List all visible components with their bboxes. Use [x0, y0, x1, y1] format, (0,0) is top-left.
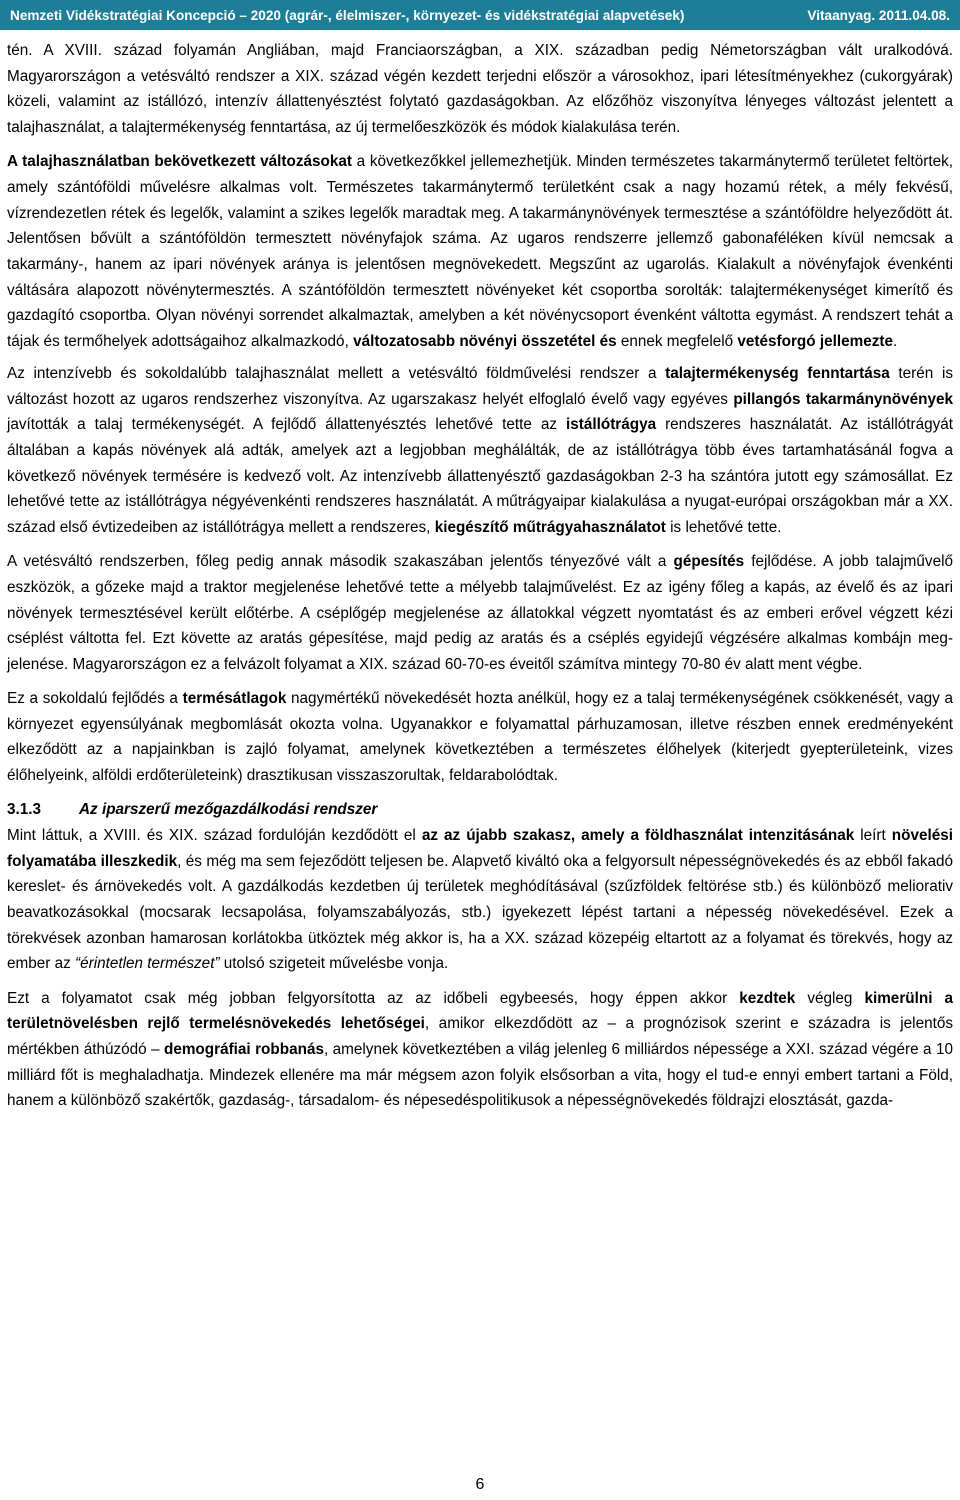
- paragraph-2: A talajhasználatban bekövetkezett változásokat a következőkkel jellemezhetjük. Minden természetes takarmánytermő területet feltörtek, amely szántóföldi művelésre alkalmas volt. Természetes takarmánytermő területként csak a nagy hozamú rétek, a mély fekvésű, vízrendezetlen rétek és legelők, valamint a szikes legelők maradtak meg. A takarmánynövények termesztése a szántóföldre helyeződött át. Jelentősen bővült a szántóföldön termesztett növényfajok száma. Az ugaros rendszerre jellemző gabonaféléken kívül nemcsak a takarmány-, hanem az ipari növények aránya is jelentősen megnövekedett. Megszűnt az ugarolás. Kialakult a növényfajok évenkénti váltására alapozott növénytermesztés. A szántóföldön termesztett növényeket két csoportba sorolták: talajtermékenységet kimerítő és gazdagító csoportba. Olyan növényi sorrendet alkalmaztak, amelyben a két növénycsoport évenként váltotta egymást. A rendszert tehát a tájak és termőhelyek adottságaihoz alkalmazkodó, változatosabb növényi összetétel és ennek megfelelő vetésforgó jellemezte.: [7, 153, 953, 351]
- section-heading: [7, 797, 953, 823]
- paragraph-4: A vetésváltó rendszerben, főleg pedig annak második szakaszában jelentős tényezővé vált a gépesítés fejlődése. A jobb talajművelő eszközök, a gőzeke majd a traktor megjelenése lehetővé tette a mélyebb talajművelést. Ez az igény főleg a kapás, az évelő és az ipari növények termesztésével került előtérbe. A cséplőgép megjelenése az állatokkal végzett nyomtatást és az emberi erővel végzett kézi cséplést váltotta fel. Ezt követte az aratás gépesítése, majd pedig az aratás és a cséplés egyidejű végzésére alkalmas kombájn megjelenése. Magyarországon ez a felvázolt folyamat a XIX. század 60-70-es éveitől számítva mintegy 70-80 év alatt ment végbe.: [7, 553, 953, 673]
- document-header: [0, 0, 960, 30]
- paragraph-5: Ez a sokoldalú fejlődés a termésátlagok nagymértékű növekedését hozta anélkül, hogy ez a talaj termékenységének csökkenését, vagy a környezet egyensúlyának megbomlását okozta volna. Ugyanakkor e folyamattal párhuzamosan, illetve részben ennek eredményeként elkeződött az a napjainkban is zajló folyamat, amelynek következtében a természetes élőhelyek (kiterjedt gyepterületeink, vizes élőhelyeink, alföldi erdőterületeink) drasztikusan visszaszorultak, feldarabolódtak.: [7, 690, 953, 785]
- section-title: Az iparszerű mezőgazdálkodási rendszer: [79, 801, 378, 819]
- document-body: [7, 38, 953, 1122]
- page-number: 6: [475, 1476, 485, 1493]
- header-title: Nemzeti Vidékstratégiai Koncepció – 2020 (agrár-, élelmiszer-, környezet- és vidékstratégiai alapvetések): [10, 7, 685, 23]
- paragraph-6: Mint láttuk, a XVIII. és XIX. század fordulóján kezdődött el az az újabb szakasz, amely a földhasználat intenzitásának leírt növelési folyamatába illeszkedik, és még ma sem fejeződött teljesen be. Alapvető kiváltó oka a felgyorsult népességnövekedés és az ebből fakadó kereslet- és árnövekedés volt. A gazdálkodás kezdetben új területek meghódításával (szűzföldek feltörése stb.) és különböző meliorativ beavatkozásokkal (mocsarak lecsapolása, folyamszabályozás, stb.) igyekezett lépést tartani a népesség növekedésével. Ezek a törekvések azonban hamarosan korlátokba ütköztek még akkor is, ha a XX. század közepéig eltartott az a folyamat és törekvés, hogy az ember az “érintetlen természet” utolsó szigeteit művelésbe vonja.: [7, 826, 954, 973]
- paragraph-7: Ezt a folyamatot csak még jobban felgyorsította az az időbeli egybeesés, hogy éppen akkor kezdtek végleg kimerülni a területnövelésben rejlő termelésnövekedés lehetőségei, amikor elkezdődött az – a prognózisok szerint e századra is jelentős mértékben áthúzódó – demográfiai robbanás, amelynek következtében a világ jelenleg 6 milliárdos népessége a XXI. század végére a 10 milliárd főt is meghaladhatja. Mindezek ellenére ma már mégsem azon folyik elsősorban a vita, hogy el tud-e ennyi embert tartani a Föld, hanem a különböző szakértők, gazdaság-, társadalom- és népesedéspolitikusok a népességnövekedés földrajzi elosztását, gazda-: [7, 989, 953, 1110]
- paragraph-1: tén. A XVIII. század folyamán Angliában, majd Franciaországban, a XIX. században pedig Németországban vált uralkodóvá. Magyarországon a vetésváltó rendszer a XIX. század végén kezdett terjedni először a városokhoz, ipari létesítményekhez (cukorgyárak) közeli, valamint az istállózó, intenzív állattenyésztést folytató gazdaságokban. Az előzőhöz viszonyítva lényeges változást jelentett a talajhasználat, a talajtermékenység fenntartása, az új termelőeszközök és módok kialakulása terén.: [7, 42, 953, 137]
- paragraph-3: Az intenzívebb és sokoldalúbb talajhasználat mellett a vetésváltó földművelési rendszer a talajtermékenység fenntartása terén is változást hozott az ugaros rendszerhez viszonyítva. Az ugarszakasz helyét elfoglaló évelő vagy egyéves pillangós takarmánynövények javították a talaj termékenységét. A fejlődő állattenyésztés lehetővé tette az istállótrágya rendszeres használatát. Az istállótrágyát általában a kapás növények alá adták, amelyek azt a legjobban meghálálták, de az istállótrágya több éves tartamhatásánál fogva a következő növények termésére is kedvező volt. Az intenzívebb állattenyésztő gazdaságokban 2-3 ha szántóra jutott egy számosállat. Ez lehetővé tette az istállótrágya négyévenkénti rendszeres használatát. A műtrágyaipar kialakulása a nyugat-európai országokban már a XX. század első évtizedeiben az istállótrágya mellett a rendszeres, kiegészítő műtrágyahasználatot is lehetővé tette.: [7, 364, 954, 537]
- section-number: 3.1.3: [7, 801, 42, 819]
- header-version-date: Vitaanyag. 2011.04.08.: [807, 7, 950, 23]
